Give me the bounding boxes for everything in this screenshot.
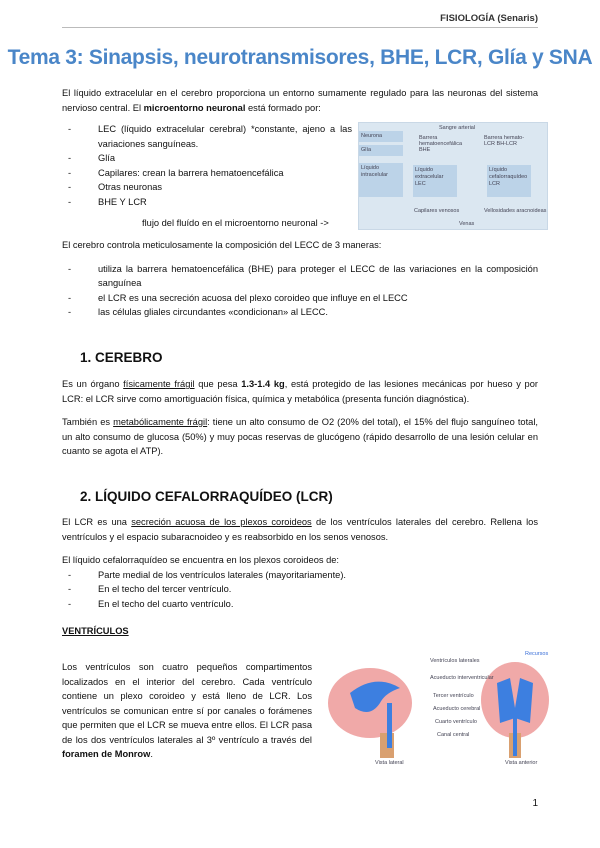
list-item: - BHE Y LCR (62, 195, 352, 210)
control-list (62, 262, 538, 320)
cerebro-section (62, 377, 538, 459)
intro-paragraph: El líquido extracelular en el cerebro proporciona un entorno sumamente regulado para las neuronas del sistema nervioso central. El microentorno neuronal está formado por: (62, 88, 538, 113)
ventricles-figure (325, 648, 553, 770)
figure-label: Tercer ventrículo (433, 693, 474, 699)
list-item: - Glía (62, 151, 352, 166)
list-item: - Parte medial de los ventrículos laterales (mayoritariamente). (62, 568, 538, 583)
microenvironment-diagram: Sangre arterial Neurona Glía Líquido intracelular Barrera hematoencefálica BHE Líquido extracelular LEC Barrera hemato-LCR BH-LCR Líquido cefalorraquídeo LCR Capilares venosos Vellosidades aracnoideas Venas (358, 122, 548, 230)
running-header: FISIOLOGÍA (Senaris) (440, 13, 538, 24)
list-item: - Capilares: crean la barrera hematoencefálica (62, 166, 352, 181)
list-item: - Otras neuronas (62, 180, 352, 195)
lcr-paragraph-2: El líquido cefalorraquídeo se encuentra en los plexos coroideos de: (62, 555, 340, 565)
cerebro-paragraph-1: Es un órgano físicamente frágil que pesa 1.3-1.4 kg, está protegido de las lesiones mecánicas por hueso y por LCR: el LCR sirve como amortiguación física, química y metabólica (presenta función diagnóstica). (62, 379, 538, 404)
page-number: 1 (532, 798, 538, 809)
figure-caption-right: Vista anterior (505, 760, 538, 766)
control-section (62, 238, 538, 320)
list-item: - LEC (líquido extracelular cerebral) *constante, ajeno a las variaciones sanguíneas. (62, 122, 352, 151)
list-item: - el LCR es una secreción acuosa del plexo coroideo que influye en el LECC (62, 291, 538, 306)
page-title: Tema 3: Sinapsis, neurotransmisores, BHE, LCR, Glía y SNA (7, 46, 593, 69)
list-item: - En el techo del cuarto ventrículo. (62, 597, 538, 612)
section-heading-cerebro: 1. CEREBRO (80, 350, 163, 365)
list-item: - En el techo del tercer ventrículo. (62, 582, 538, 597)
ventriculos-heading: VENTRÍCULOS (62, 626, 129, 636)
figure-caption-left: Vista lateral (375, 760, 404, 766)
figure-credit: Recursos (525, 651, 549, 657)
flow-caption: flujo del fluído en el microentorno neuronal -> (142, 218, 329, 228)
control-intro: El cerebro controla meticulosamente la composición del LECC de 3 maneras: (62, 240, 382, 250)
list-item: - utiliza la barrera hematoencefálica (BHE) para proteger el LECC de las variaciones en la composición sanguínea (62, 262, 538, 291)
figure-label: Ventrículos laterales (430, 658, 480, 664)
list-item: - las células gliales circundantes «condicionan» al LECC. (62, 305, 538, 320)
lcr-paragraph-1: El LCR es una secreción acuosa de los plexos coroideos de los ventrículos laterales del cerebro. Rellena los ventrículos y el espacio subaracnoideo y es reabsorbido en los senos venosos. (62, 517, 538, 542)
cerebro-paragraph-2: También es metabólicamente frágil: tiene un alto consumo de O2 (20% del total), el 15% del flujo sanguíneo total, un alto consumo de glucosa (50%) y muy pocas reservas de glucógeno (rápido desarrollo de una lesión celular en cuanto se agota el ATP). (62, 417, 539, 456)
figure-label: Canal central (437, 732, 470, 738)
ventriculos-paragraph: Los ventrículos son cuatro pequeños compartimentos localizados en el interior del cerebro. Cada ventrículo contiene un plexo coroideo y está lleno de LCR. Los ventrículos se comunican entre sí por canales o forámenes que permiten que el LCR se mueva entre ellos. El LCR pasa de los dos ventrículos laterales al 3º ventrículo a través del foramen de Monrow. (62, 662, 312, 759)
figure-label: Acueducto cerebral (433, 706, 481, 712)
figure-label: Cuarto ventrículo (435, 719, 477, 725)
section-heading-lcr: 2. LÍQUIDO CEFALORRAQUÍDEO (LCR) (80, 489, 333, 504)
plexus-list (62, 568, 538, 612)
lcr-section (62, 515, 538, 611)
microenvironment-list (62, 122, 352, 209)
header-divider (62, 27, 538, 28)
figure-label: Acueducto interventricular (430, 675, 494, 681)
